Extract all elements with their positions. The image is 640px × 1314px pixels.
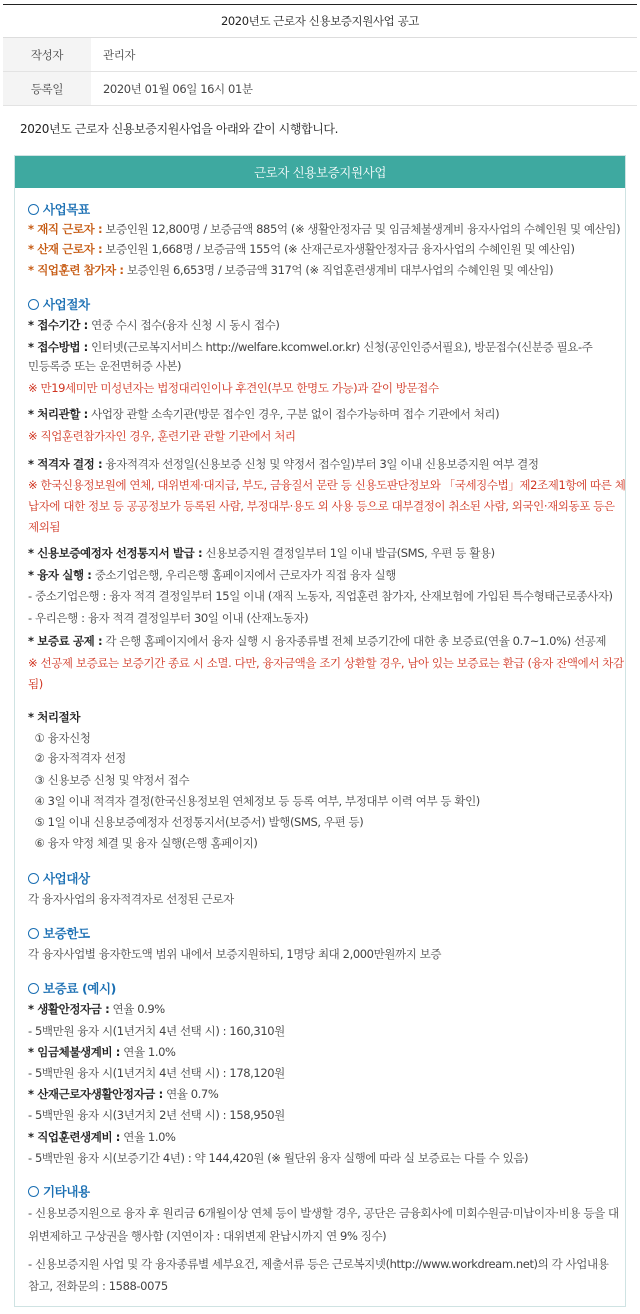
circle-bullet-icon bbox=[28, 983, 39, 994]
section-heading-text: 사업대상 bbox=[43, 871, 90, 886]
item-text: 융자적격자 선정일(신용보증 신청 및 약정서 접수일)부터 3일 이내 신용보증지원 여부 결정 bbox=[102, 457, 539, 471]
item-text: 각 은행 홈페이지에서 융자 실행 시 융자종류별 전체 보증기간에 대한 총 보증료(연율 0.7~1.0%) 선공제 bbox=[102, 634, 607, 648]
content-line: - 5백만원 융자 시(1년거치 4년 선택 시) : 178,120원 bbox=[28, 1066, 285, 1080]
item-text: 보증인원 12,800명 / 보증금액 885억 (※ 생활안정자금 및 임금체불생계비 융자사업의 수혜인원 및 예산임) bbox=[102, 222, 621, 236]
section-heading-text: 기타내용 bbox=[43, 1184, 90, 1199]
notice-line: ※ 직업훈련참가자인 경우, 훈련기관 관할 기관에서 처리 bbox=[28, 429, 296, 443]
content-item bbox=[28, 338, 618, 356]
circle-bullet-icon bbox=[28, 1186, 39, 1197]
content-line: - 중소기업은행 : 융자 적격 결정일부터 15일 이내 (재직 노동자, 직업훈련 참가자, 산재보험에 가입된 특수형태근로종사자) bbox=[28, 589, 613, 603]
meta-row-author bbox=[3, 38, 637, 72]
section-heading bbox=[28, 296, 618, 314]
content-item bbox=[28, 544, 618, 562]
item-text: 중소기업은행, 우리은행 홈페이지에서 근로자가 직접 융자 실행 bbox=[91, 568, 396, 582]
content-line: - 5백만원 융자 시(1년거치 4년 선택 시) : 160,310원 bbox=[28, 1024, 285, 1038]
content-item bbox=[28, 1043, 618, 1061]
item-label: * 보증료 공제 : bbox=[28, 634, 103, 648]
content-item bbox=[28, 220, 621, 238]
content-item bbox=[28, 566, 618, 584]
section-heading bbox=[28, 201, 618, 219]
section-heading-text: 보증료 (예시) bbox=[43, 981, 116, 996]
notice-line: 됨) bbox=[28, 677, 43, 691]
item-label: * 직업훈련생계비 : bbox=[28, 1130, 120, 1144]
item-text: 신용보증지원 결정일부터 1일 이내 발급(SMS, 우편 등 활용) bbox=[202, 546, 495, 560]
section-heading-text: 사업목표 bbox=[43, 202, 90, 217]
item-text: 연율 0.9% bbox=[109, 1002, 165, 1016]
content-line: ⑥ 융자 약정 체결 및 융자 실행(은행 홈페이지) bbox=[28, 836, 258, 850]
content-line: - 신용보증지원 사업 및 각 융자종류별 세부요건, 제출서류 등은 근로복지넷(http://www.workdream.net)의 각 사업내용 bbox=[28, 1257, 609, 1271]
meta-label: 등록일 bbox=[3, 72, 91, 105]
content-line: ⑤ 1일 이내 신용보증예정자 선정통지서(보증서) 발행(SMS, 우편 등) bbox=[28, 815, 364, 829]
meta-value: 2020년 01월 06일 16시 01분 bbox=[103, 81, 253, 96]
item-text: 연중 수시 접수(융자 신청 시 동시 접수) bbox=[87, 318, 280, 332]
content-line: - 5백만원 융자 시(3년거치 2년 선택 시) : 158,950원 bbox=[28, 1108, 285, 1122]
item-label: * 융자 실행 : bbox=[28, 568, 92, 582]
item-label: * 처리관할 : bbox=[28, 407, 88, 421]
item-label: * 재직 근로자 : bbox=[28, 222, 103, 236]
content-item bbox=[28, 405, 618, 423]
content-item bbox=[28, 455, 618, 473]
section-heading bbox=[28, 1183, 618, 1201]
content-line: ② 융자적격자 선정 bbox=[28, 751, 126, 765]
section-heading-text: 보증한도 bbox=[43, 926, 90, 941]
section-heading-text: 사업절차 bbox=[43, 297, 90, 312]
meta-label: 작성자 bbox=[3, 38, 91, 71]
notice-line: ※ 한국신용정보원에 연체, 대위변제·대지급, 부도, 금융질서 문란 등 신용도판단정보와 「국세징수법」제2조제1항에 따른 체 bbox=[28, 478, 626, 492]
content-line: 위변제하고 구상권을 행사함 (지연이자 : 대위변제 완납시까지 연 9% 징수) bbox=[28, 1229, 387, 1243]
program-box-title: 근로자 신용보증지원사업 bbox=[15, 156, 625, 188]
notice-title: 2020년도 근로자 신용보증지원사업 공고 bbox=[3, 4, 637, 38]
item-label: * 산재 근로자 : bbox=[28, 242, 103, 256]
content-item bbox=[28, 1085, 618, 1103]
section-heading bbox=[28, 870, 618, 888]
content-line: ③ 신용보증 신청 및 약정서 접수 bbox=[28, 773, 190, 787]
intro-text: 2020년도 근로자 신용보증지원사업을 아래와 같이 시행합니다. bbox=[20, 122, 339, 136]
item-label: * 처리절차 bbox=[28, 710, 81, 724]
content-line: - 신용보증지원으로 융자 후 원리금 6개월이상 연체 등이 발생할 경우, 공단은 금융회사에 미회수원금·미납이자·비용 등을 대 bbox=[28, 1206, 619, 1220]
section-heading bbox=[28, 980, 618, 998]
content-item bbox=[28, 240, 618, 258]
meta-row-date bbox=[3, 72, 637, 106]
notice-line: 납자에 대한 정보 등 공공정보가 등록된 사람, 부정대부·용도 외 사용 등으로 대부결정이 취소된 사람, 외국인·재외동포 등은 bbox=[28, 499, 615, 513]
item-label: * 적격자 결정 : bbox=[28, 457, 103, 471]
item-text: 인터넷(근로복지서비스 http://welfare.kcomwel.or.kr) 신청(공인인증서필요), 방문접수(신분증 필요-주 bbox=[87, 340, 593, 354]
content-item bbox=[28, 708, 618, 726]
circle-bullet-icon bbox=[28, 204, 39, 215]
content-line: - 우리은행 : 융자 적격 결정일부터 30일 이내 (산재노동자) bbox=[28, 611, 309, 625]
content-line: 민등록증 또는 운전면허증 사본) bbox=[28, 359, 182, 373]
item-label: * 산재근로자생활안정자금 : bbox=[28, 1087, 163, 1101]
item-text: 사업장 관할 소속기관(방문 접수인 경우, 구분 없이 접수가능하며 접수 기관에서 처리) bbox=[87, 407, 500, 421]
circle-bullet-icon bbox=[28, 299, 39, 310]
content-line: - 5백만원 융자 시(보증기간 4년) : 약 144,420원 (※ 월단위 융자 실행에 따라 실 보증료는 다를 수 있음) bbox=[28, 1151, 529, 1165]
item-text: 보증인원 1,668명 / 보증금액 155억 (※ 산재근로자생활안정자금 융자사업의 수혜인원 및 예산임) bbox=[102, 242, 575, 256]
content-line: 각 융자사업의 융자적격자로 선정된 근로자 bbox=[28, 892, 234, 906]
circle-bullet-icon bbox=[28, 873, 39, 884]
item-label: * 접수기간 : bbox=[28, 318, 88, 332]
content-line: 참고, 전화문의 : 1588-0075 bbox=[28, 1279, 168, 1293]
content-item bbox=[28, 1128, 618, 1146]
item-text: 연율 1.0% bbox=[119, 1130, 176, 1144]
content-line: ④ 3일 이내 적격자 결정(한국신용정보원 연체정보 등 등록 여부, 부정대부 이력 여부 등 확인) bbox=[28, 794, 480, 808]
item-label: * 임금체불생계비 : bbox=[28, 1045, 120, 1059]
circle-bullet-icon bbox=[28, 928, 39, 939]
item-label: * 접수방법 : bbox=[28, 340, 88, 354]
notice-line: ※ 만19세미만 미성년자는 법정대리인이나 후견인(부모 한명도 가능)과 같이 방문접수 bbox=[28, 381, 439, 395]
notice-line: ※ 선공제 보증료는 보증기간 종료 시 소멸. 다만, 융자금액을 조기 상환할 경우, 남아 있는 보증료는 환급 (융자 잔액에서 차감 bbox=[28, 656, 624, 670]
item-label: * 직업훈련 참가자 : bbox=[28, 263, 124, 277]
content-item bbox=[28, 632, 618, 650]
content-item bbox=[28, 261, 618, 279]
section-heading bbox=[28, 925, 618, 943]
item-text: 연율 0.7% bbox=[162, 1087, 219, 1101]
item-label: * 신용보증예정자 선정통지서 발급 : bbox=[28, 546, 203, 560]
content-item bbox=[28, 1000, 618, 1018]
item-text: 보증인원 6,653명 / 보증금액 317억 (※ 직업훈련생계비 대부사업의 수혜인원 및 예산임) bbox=[123, 263, 554, 277]
content-line: ① 융자신청 bbox=[28, 731, 91, 745]
meta-value: 관리자 bbox=[103, 47, 136, 62]
item-label: * 생활안정자금 : bbox=[28, 1002, 110, 1016]
content-line: 각 융자사업별 융자한도액 범위 내에서 보증지원하되, 1명당 최대 2,000만원까지 보증 bbox=[28, 947, 442, 961]
notice-line: 제외됨 bbox=[28, 520, 61, 534]
item-text: 연율 1.0% bbox=[119, 1045, 176, 1059]
content-item bbox=[28, 316, 618, 334]
